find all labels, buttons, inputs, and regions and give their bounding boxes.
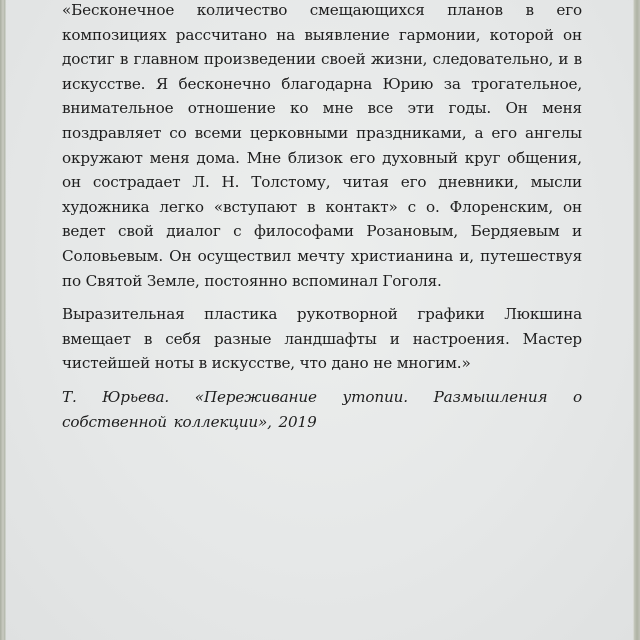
quote-text-block (62, 0, 582, 434)
citation-work: «Переживание утопии. Размышления о собственной коллекции», 2019 (62, 387, 582, 431)
quote-paragraph-2: Выразительная пластика рукотворной графики Люкшина вмещает в себя разные ландшафты и настроения. Мастер чистейшей ноты в искусстве, что дано не многим.» (62, 305, 582, 373)
paper-page (6, 0, 633, 640)
citation (62, 385, 582, 434)
quote-paragraph-1: «Бесконечное количество смещающихся планов в его композициях рассчитано на выявление гармонии, которой он достиг в главном произведении своей жизни, следовательно, и в искусстве. Я бесконечно благодарна Юрию за трогательное, внимательное отношение ко мне все эти годы. Он меня поздравляет со всеми церковными праздниками, а его ангелы окружают меня дома. Мне близок его духовный круг общения, он сострадает Л. Н. Толстому, читая его дневники, мысли художника легко «вступают в контакт» с о. Флоренским, он ведет свой диалог с философами Розановым, Бердяевым и Соловьевым. Он осуществил мечту христианина и, путешествуя по Святой Земле, постоянно вспоминал Гоголя. (62, 1, 582, 290)
citation-author: Т. Юрьева. (62, 387, 170, 406)
